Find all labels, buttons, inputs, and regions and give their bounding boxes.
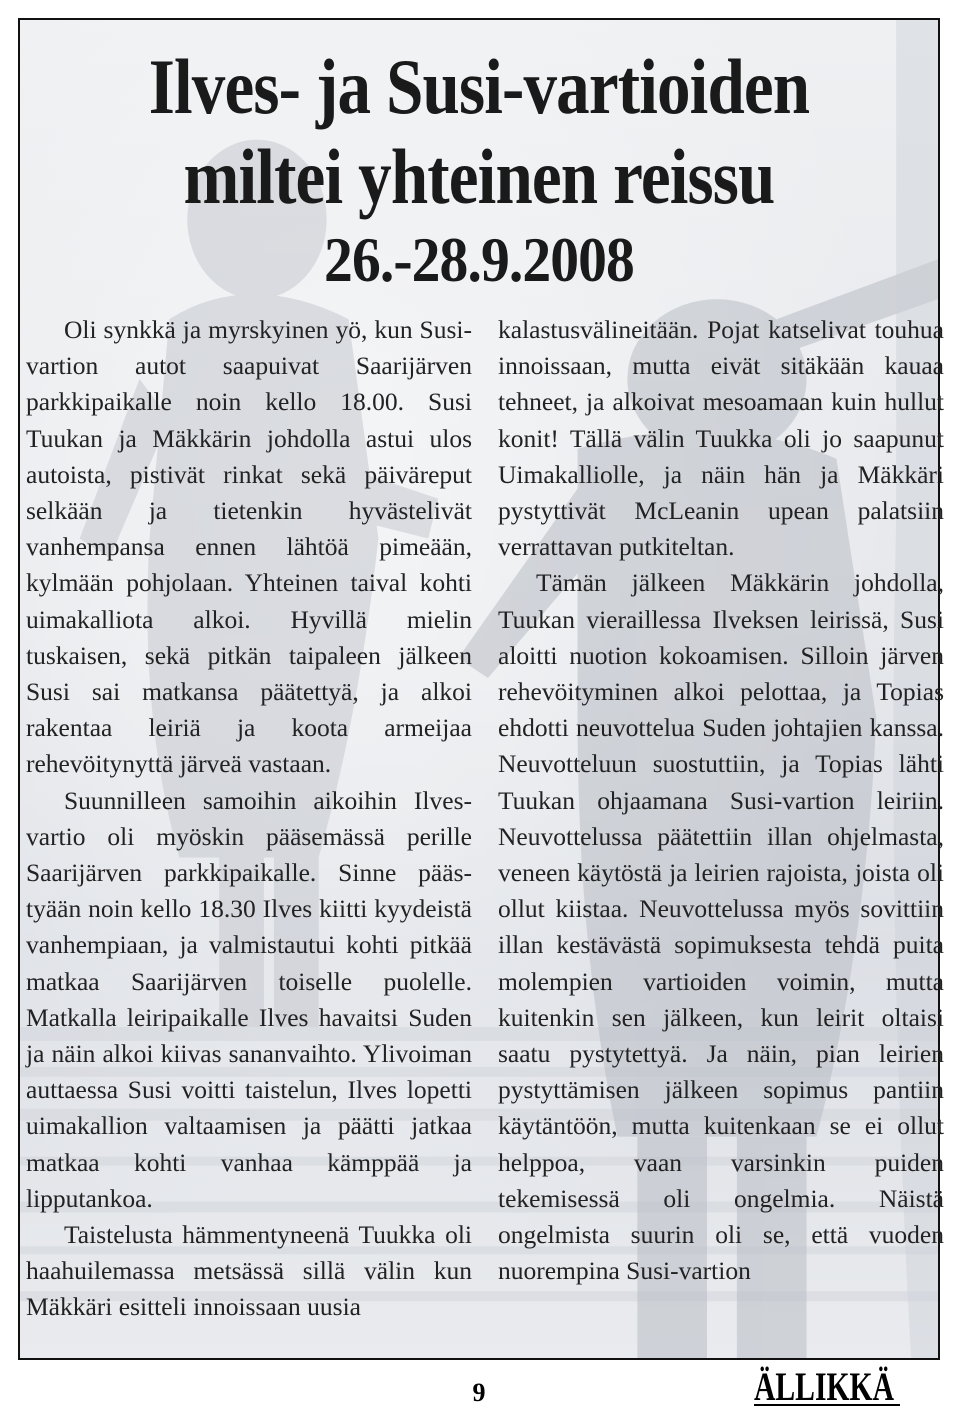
headline-line-1: Ilves- ja Susi-vartioiden — [148, 43, 810, 130]
headline-line-2: miltei yhteinen reissu — [183, 133, 775, 220]
article-headline — [20, 42, 938, 300]
left-paragraph-1: Oli synkkä ja myrskyinen yö, kun Susi-vartion autot saapuivat Saarijärven parkkipaikalle noin kello 18.00. Susi Tuukan ja Mäkkärin johdolla astui ulos autoista, pistivät rinkat sekä päiväreput selkään ja tietenkin hyvästelivät vanhempansa ennen lähtöä pimeään, kylmään pohjolaan. Yhteinen taival kohti uimakalliota alkoi. Hyvillä mielin tuskaisen, sekä pitkän taipaleen jälkeen Susi sai matkansa päätettyä, ja alkoi rakentaa leiriä ja koota armeijaa rehevöitynyttä järveä vastaan. — [26, 315, 472, 779]
left-paragraph-3: Taistelusta hämmentyneenä Tuukka oli haahuilemassa metsässä sillä välin kun Mäkkäri esitteli innoissaan uusia — [26, 1220, 472, 1322]
page-number: 9 — [472, 1378, 486, 1407]
right-column — [498, 312, 944, 1289]
article-frame — [18, 18, 944, 1360]
svg-text:ÄLLIKKÄ: ÄLLIKKÄ — [754, 1364, 895, 1409]
left-paragraph-2: Suunnilleen samoihin aikoihin Ilvesvartio oli myöskin pääsemässä perille Saarijärven parkkipaikalle. Sinne päästyään noin kello 18.30 Ilves kiitti kyydeistä vanhempiaan, ja valmistautui kohti pitkää matkaa Saarijärven toiselle puolelle. Matkalla leiripaikalle Ilves havaitsi Suden ja näin alkoi kiivas sananvaihto. Ylivoiman auttaessa Susi voitti taistelun, Ilves lopetti uimakallion valtaamisen ja päätti jatkaa matkaa kohti vanhaa kämppää ja lipputankoa. — [26, 785, 472, 1213]
right-paragraph-2: Tämän jälkeen Mäkkärin johdolla, Tuukan vieraillessa Ilveksen leirissä, Susi aloitti nuotion kokoamisen. Silloin järven rehevöityminen alkoi pelottaa, ja Topias ehdotti neuvottelua Suden johtajien kanssa. Neuvotteluun suostuttiin, ja Topias lähti Tuukan ohjaamana Susi-vartion leiriin. Neuvottelussa päätettiin illan ohjelmasta, veneen käytöstä ja leirien rajoista, joista oli ollut kiistaa. Neuvottelussa myös sovittiin illan kestävästä sopimuksesta tehdä puita molempien vartioiden voimin, mutta kuitenkin sen jälkeen, kun leirit oltaisi saatu pystytettyä. Ja näin, pian leirien pystyttämisen jälkeen sopimus pantiin käytäntöön, mutta kuitenkaan se ei ollut helppoa, vaan varsinkin puiden tekemisessä oli ongelmia. Näistä ongelmista suurin oli se, että vuoden nuorempina Susi-vartion — [498, 568, 944, 1286]
allikka-logo — [752, 1362, 902, 1410]
right-paragraph-1: kalastusvälineitään. Pojat katselivat touhua innoissaan, mutta eivät sitäkään kauaa tehneet, ja alkoivat mesoamaan kuin hullut konit! Tällä välin Tuukka oli jo saapunut Uimakalliolle, ja näin hän ja Mäkkäri pystyttivät McLeanin upean palatsiin verrattavan putkiteltan. — [498, 315, 944, 562]
left-column — [26, 312, 472, 1326]
headline-date: 26.-28.9.2008 — [324, 224, 634, 295]
